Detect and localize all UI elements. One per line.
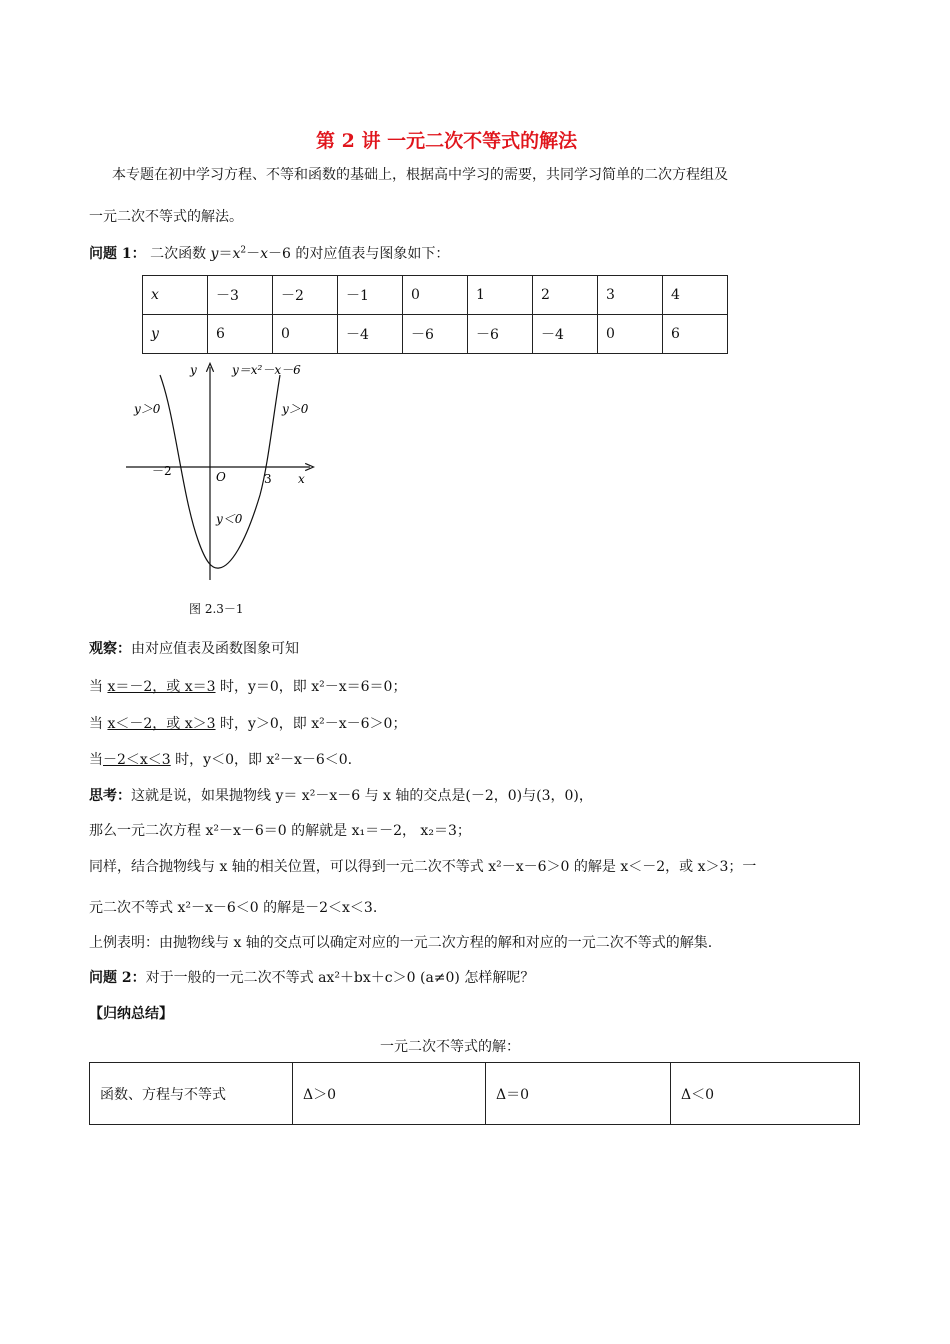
table-cell: －2 bbox=[273, 276, 338, 315]
think-line-2: 那么一元二次方程 x²－x－6＝0 的解就是 x₁＝－2， x₂＝3； bbox=[89, 823, 471, 839]
table-cell: 6 bbox=[663, 315, 728, 354]
table-cell: 4 bbox=[663, 276, 728, 315]
problem-1-label: 问题 1： bbox=[89, 246, 146, 262]
table-cell: －3 bbox=[208, 276, 273, 315]
summary-subtitle: 一元二次不等式的解： bbox=[380, 1039, 520, 1055]
figure-caption: 图 2.3－1 bbox=[189, 602, 244, 616]
parabola-graph bbox=[120, 355, 330, 590]
origin-label: O bbox=[216, 470, 226, 484]
summary-table-row bbox=[90, 1063, 860, 1125]
think-text-1: 这就是说，如果抛物线 y＝ x²－x－6 与 x 轴的交点是(－2，0)与(3，0)， bbox=[131, 788, 593, 804]
problem-2-text: 对于一般的一元二次不等式 ax²＋bx＋c＞0 (a≠0) 怎样解呢？ bbox=[145, 970, 535, 986]
think-line-1 bbox=[89, 785, 593, 805]
root-left-label: －2 bbox=[152, 464, 172, 478]
summary-header-cell: Δ＜0 bbox=[671, 1063, 860, 1125]
observe-heading bbox=[89, 638, 299, 658]
observe-line-2-underlined: x＜－2，或 x＞3 bbox=[107, 716, 216, 732]
problem-2 bbox=[89, 967, 534, 987]
summary-header-cell: Δ＝0 bbox=[486, 1063, 671, 1125]
table-cell: －4 bbox=[338, 315, 403, 354]
observe-line-1 bbox=[89, 676, 406, 696]
problem-1-function: y bbox=[210, 246, 219, 262]
table-cell: －4 bbox=[533, 315, 598, 354]
table-cell: 1 bbox=[468, 276, 533, 315]
table-cell: 0 bbox=[403, 276, 468, 315]
root-right-label: 3 bbox=[264, 472, 272, 486]
value-table bbox=[142, 275, 728, 354]
intro-line-2: 一元二次不等式的解法。 bbox=[89, 209, 243, 225]
table-cell: －6 bbox=[403, 315, 468, 354]
problem-2-label: 问题 2： bbox=[89, 970, 146, 986]
summary-heading: 【归纳总结】 bbox=[89, 1006, 173, 1022]
table-row-x bbox=[143, 276, 728, 315]
think-line-5: 上例表明：由抛物线与 x 轴的交点可以确定对应的一元二次方程的解和对应的一元二次不等式的解集. bbox=[89, 935, 713, 951]
summary-header-cell: 函数、方程与不等式 bbox=[90, 1063, 293, 1125]
function-label: y＝x²－x－6 bbox=[232, 363, 301, 377]
table-cell: 0 bbox=[273, 315, 338, 354]
region-left-label: y＞0 bbox=[134, 402, 161, 416]
x-axis-label: x bbox=[298, 472, 305, 486]
observe-label: 观察： bbox=[89, 641, 131, 657]
table-cell: －6 bbox=[468, 315, 533, 354]
region-below-label: y＜0 bbox=[216, 512, 243, 526]
think-line-4: 元二次不等式 x²－x－6＜0 的解是－2＜x＜3. bbox=[89, 900, 378, 916]
observe-line-2-b: 时，y＞0，即 x²－x－6＞0； bbox=[215, 716, 407, 732]
table-cell: －1 bbox=[338, 276, 403, 315]
observe-line-3-b: 时，y＜0，即 x²－x－6＜0. bbox=[170, 752, 353, 768]
observe-line-3-underlined: －2＜x＜3 bbox=[103, 752, 171, 768]
observe-line-1-a: 当 bbox=[89, 679, 108, 695]
table-cell: 2 bbox=[533, 276, 598, 315]
observe-line-1-underlined: x＝－2，或 x＝3 bbox=[107, 679, 216, 695]
observe-line-2-a: 当 bbox=[89, 716, 108, 732]
table-cell: 3 bbox=[598, 276, 663, 315]
observe-line-2 bbox=[89, 713, 406, 733]
table-cell: 6 bbox=[208, 315, 273, 354]
problem-1-text-a: 二次函数 bbox=[150, 246, 211, 262]
intro-line-1: 本专题在初中学习方程、不等和函数的基础上，根据高中学习的需要，共同学习简单的二次方程组及 bbox=[112, 167, 728, 183]
summary-table bbox=[89, 1062, 860, 1125]
observe-line-3-a: 当 bbox=[89, 752, 103, 768]
observe-line-1-b: 时，y＝0，即 x²－x＝6＝0； bbox=[215, 679, 407, 695]
observe-line-3 bbox=[89, 749, 352, 769]
think-label: 思考： bbox=[89, 788, 131, 804]
table-row-y bbox=[143, 315, 728, 354]
think-line-3: 同样，结合抛物线与 x 轴的相关位置，可以得到一元二次不等式 x²－x－6＞0 的解是 x＜－2，或 x＞3；一 bbox=[89, 859, 757, 875]
observe-text: 由对应值表及函数图象可知 bbox=[131, 641, 299, 657]
table-cell: 0 bbox=[598, 315, 663, 354]
table-cell-y-label: y bbox=[143, 315, 208, 354]
page-title: 第 2 讲 一元二次不等式的解法 bbox=[316, 130, 578, 152]
region-right-label: y＞0 bbox=[282, 402, 309, 416]
problem-1-text-b: 的对应值表与图象如下： bbox=[290, 246, 450, 262]
table-cell-x-label: x bbox=[143, 276, 208, 315]
summary-header-cell: Δ＞0 bbox=[293, 1063, 486, 1125]
problem-1: 问题 1： 二次函数 $y=x^2-x-6$ 的对应值表与图象如下： bbox=[89, 245, 450, 262]
y-axis-label: y bbox=[190, 363, 197, 377]
